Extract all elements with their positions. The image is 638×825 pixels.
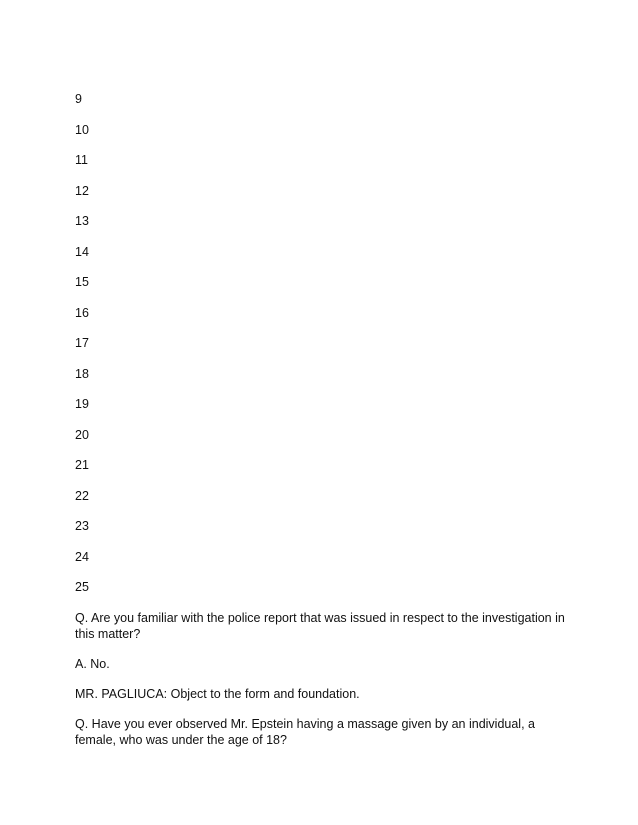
line-number: 11 — [75, 153, 88, 167]
line-number: 17 — [75, 336, 89, 350]
transcript-body — [75, 610, 575, 762]
objection-paragraph: MR. PAGLIUCA: Object to the form and foundation. — [75, 687, 360, 701]
answer-paragraph: A. No. — [75, 657, 110, 671]
question-paragraph: Q. Are you familiar with the police report that was issued in respect to the investigation in this matter? — [75, 611, 565, 641]
question-paragraph: Q. Have you ever observed Mr. Epstein having a massage given by an individual, a female, who was under the age of 18? — [75, 717, 535, 747]
line-number: 16 — [75, 305, 89, 320]
line-number: 22 — [75, 488, 89, 503]
line-number: 18 — [75, 366, 89, 381]
line-number: 20 — [75, 427, 89, 442]
line-number: 24 — [75, 549, 89, 564]
line-number: 15 — [75, 275, 89, 289]
line-number: 13 — [75, 214, 89, 228]
line-number: 21 — [75, 458, 89, 472]
line-number: 25 — [75, 580, 89, 594]
line-number: 10 — [75, 122, 89, 137]
line-number: 19 — [75, 397, 89, 411]
line-number: 9 — [75, 92, 82, 106]
line-number: 14 — [75, 244, 89, 259]
line-number: 23 — [75, 519, 89, 533]
line-number: 12 — [75, 183, 89, 198]
line-number-column — [75, 91, 89, 610]
